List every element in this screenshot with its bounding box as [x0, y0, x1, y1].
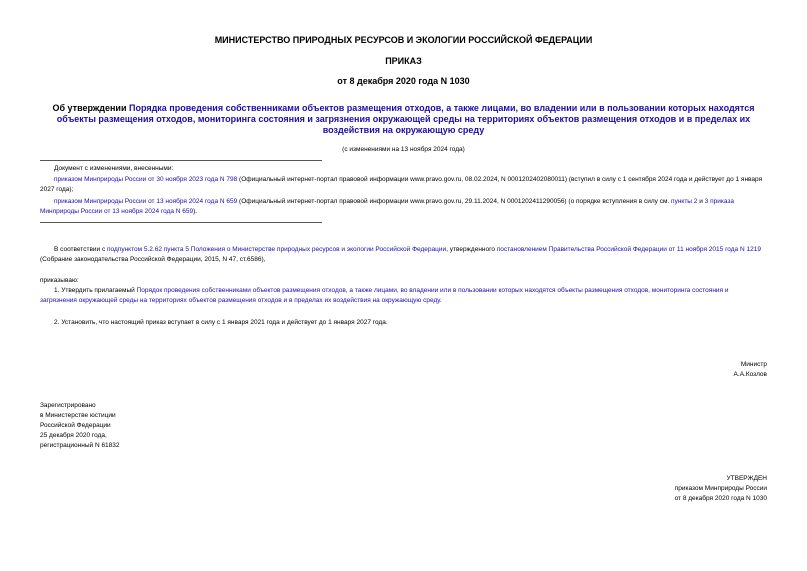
paragraph-item-2 — [40, 318, 767, 328]
basis-text-a: В соответствии с — [54, 246, 108, 253]
change-item-2 — [40, 197, 767, 217]
change-text-2b: и — [697, 198, 705, 205]
change-text-2a: (Официальный интернет-портал правовой информации www.pravo.gov.ru, 29.11.2024, N 0001202411290056) (о порядке вступления в силу см. — [237, 198, 672, 205]
title-prefix: Об утверждении — [52, 103, 129, 113]
document-title — [50, 103, 757, 136]
change-text-2c: ). — [193, 208, 198, 215]
approved-line-2: приказом Минприроды России — [674, 485, 767, 492]
changes-top-rule — [40, 160, 322, 161]
changes-intro: Документ с изменениями, внесенными: — [54, 165, 174, 172]
item1-text-b: . — [439, 297, 442, 304]
change-link-2b[interactable]: пункты 2 — [671, 198, 698, 205]
signature-name: А.А.Козлов — [733, 371, 767, 378]
paragraph-item-1 — [40, 286, 767, 306]
change-item-1 — [40, 175, 767, 195]
change-link-2[interactable]: приказом Минприроды России от 13 ноября 2024 года N 659 — [54, 198, 238, 205]
basis-text-c: (Собрание законодательства Российской Федерации, 2015, N 47, ст.6586), — [40, 256, 266, 263]
item1-text-a: 1. Утвердить прилагаемый — [54, 287, 137, 294]
registration-line-3: Российской Федерации — [40, 422, 111, 429]
registration-line-2: в Министерстве юстиции — [40, 412, 116, 419]
approved-line-3: от 8 декабря 2020 года N 1030 — [674, 495, 767, 502]
approved-line-1: УТВЕРЖДЕН — [726, 475, 767, 482]
registration-line-4: 25 декабря 2020 года, — [40, 432, 107, 439]
document-type: ПРИКАЗ — [385, 56, 422, 66]
basis-text-b: , утвержденного — [446, 246, 497, 253]
change-link-2c[interactable]: 3 приказа Минприроды России от 13 ноября 2024 года N 659 — [40, 198, 734, 215]
change-link-1[interactable]: приказом Минприроды России от 30 ноября 2023 года N 798 — [54, 176, 238, 183]
change-text-1: (Официальный интернет-портал правовой информации www.pravo.gov.ru, 08.02.2024, N 0001202402080011) (вступил в силу с 1 сентября 2024 года и действует до 1 января 2027 года); — [40, 176, 763, 193]
changes-bottom-rule — [40, 222, 322, 223]
basis-link-1[interactable]: подпунктом 5.2.62 пункта 5 Положения о Министерстве природных ресурсов и экологии Российской Федерации — [107, 246, 447, 253]
paragraph-order: приказываю: — [40, 277, 79, 284]
ministry-heading: МИНИСТЕРСТВО ПРИРОДНЫХ РЕСУРСОВ И ЭКОЛОГИИ РОССИЙСКОЙ ФЕДЕРАЦИИ — [214, 35, 593, 45]
item1-link[interactable]: Порядок проведения собственниками объектов размещения отходов, а также лицами, во владении или в пользовании которых находятся объекты размещения отходов, мониторинга состояния и загрязнения окружающей среды на территориях объектов размещения отходов и в пределах их воздействия на окружающую среду — [40, 287, 729, 304]
registration-line-1: Зарегистрировано — [40, 402, 96, 409]
title-link[interactable]: Порядка проведения собственниками объектов размещения отходов, а также лицами, во владении или в пользовании которых находятся объекты размещения отходов, мониторинга состояния и загрязнения окружающей среды на территориях объектов размещения отходов и в пределах их воздействия на окружающую среду — [56, 103, 755, 135]
revision-note: (с изменениями на 13 ноября 2024 года) — [342, 146, 465, 153]
document-date-number: от 8 декабря 2020 года N 1030 — [337, 76, 470, 86]
signature-position: Министр — [740, 361, 767, 368]
paragraph-basis — [40, 245, 767, 265]
basis-link-2[interactable]: постановлением Правительства Российской Федерации от 11 ноября 2015 года N 1219 — [496, 246, 761, 253]
item2-text: 2. Установить, что настоящий приказ вступает в силу с 1 января 2021 года и действует до 1 января 2027 года. — [54, 319, 388, 326]
registration-line-5: регистрационный N 61832 — [40, 442, 120, 449]
